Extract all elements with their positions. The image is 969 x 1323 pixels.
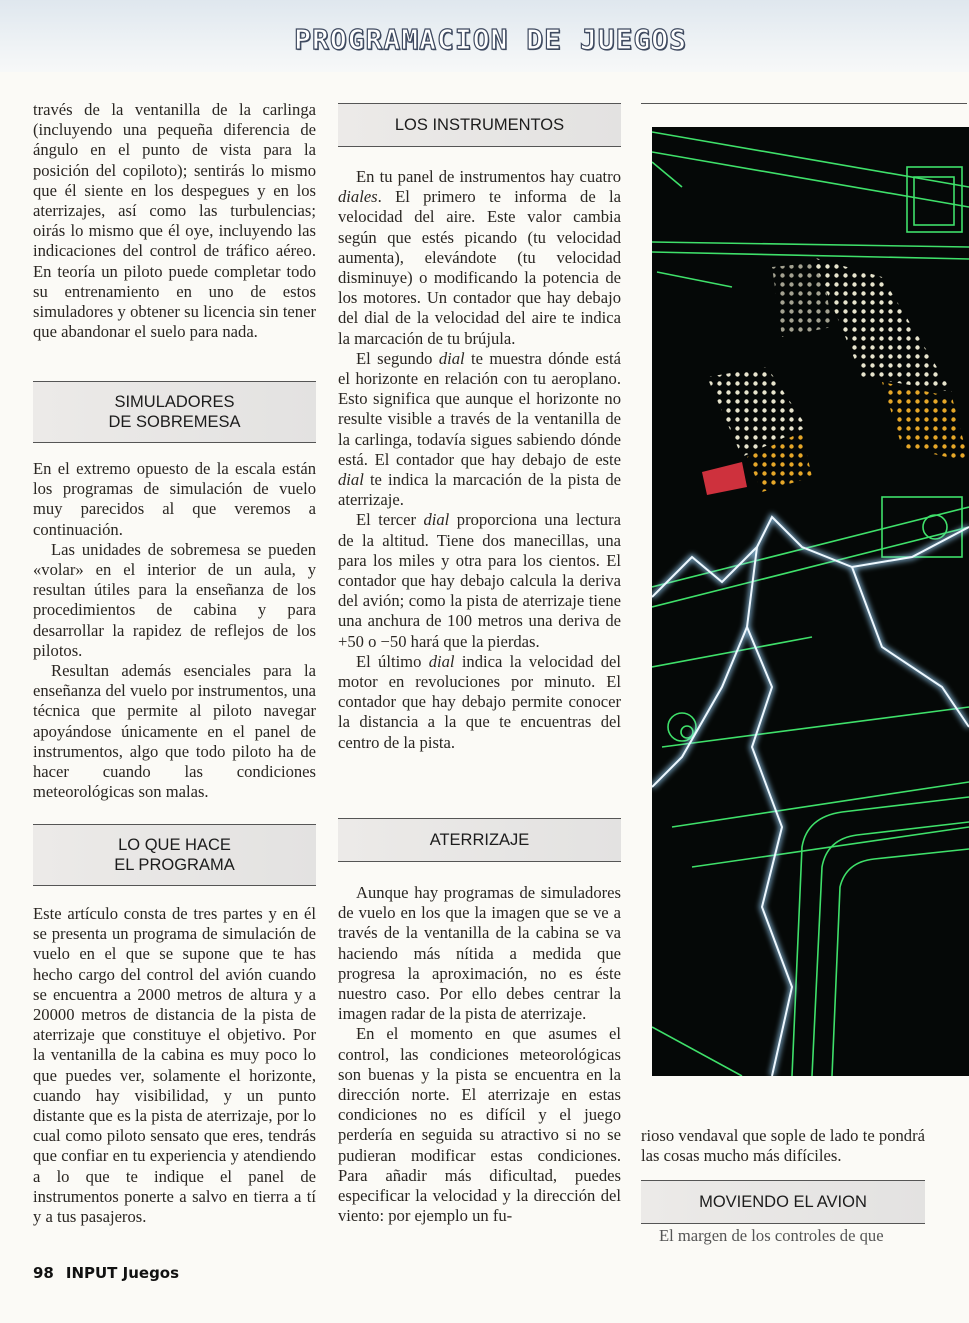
paragraph: Resultan además esenciales para la enseñanza del vuelo por instrumentos, una técnica que permite al piloto navegar apoyándose únicamente en el panel de instrumentos, algo que todo piloto ha de hacer cuando las condiciones meteorológicas son malas. — [33, 661, 316, 802]
paragraph: El tercer dial proporciona una lectura de la altitud. Tiene dos manecillas, una para los miles y otra para los cientos. El contador que hay debajo calcula la deriva del avión; como la pista de aterrizaje tiene una anchura de 100 metros una deriva de +50 o −50 hará que la pierdas. — [338, 510, 621, 651]
heading-text: SIMULADORES DE SOBREMESA — [108, 393, 241, 431]
section-aterrizaje-body — [338, 883, 621, 1226]
paragraph: El segundo dial te muestra dónde está el horizonte en relación con tu aeroplano. Esto significa que aunque el horizonte no resulte visible a través de la ventanilla de la carlinga, todavía sigues sabiendo dónde está. El contador que hay debajo de este dial te indica la marcación de la pista de aterrizaje. — [338, 348, 621, 510]
paragraph: En el extremo opuesto de la escala están los programas de simulación de vuelo muy parecidos al que veremos a continuación. — [33, 459, 316, 539]
paragraph: El último dial indica la velocidad del motor en revoluciones por minuto. El contador que hay debajo permite conocer la distancia a la que te encuentras del centro de la pista. — [338, 651, 622, 752]
section-title: PROGRAMACION DE JUEGOS — [294, 22, 687, 56]
section-heading — [338, 818, 621, 862]
top-rule — [641, 103, 967, 104]
section-programa-body — [33, 904, 316, 1227]
section-instrumentos-body — [338, 167, 621, 753]
column-right-continuation — [641, 1126, 925, 1166]
heading-box-simuladores — [33, 381, 316, 443]
page-header-banner — [0, 0, 969, 72]
heading-text: ATERRIZAJE — [429, 831, 530, 849]
cockpit-illustration — [652, 127, 969, 1076]
paragraph: rioso vendaval que sople de lado te pondrá las cosas mucho más difíciles. — [641, 1126, 925, 1166]
page-footer — [33, 1264, 179, 1282]
heading-text: LO QUE HACE EL PROGRAMA — [114, 836, 235, 874]
page-number: 98 — [33, 1264, 54, 1282]
heading-box-instrumentos — [338, 103, 621, 147]
paragraph: Las unidades de sobremesa se pueden «volar» en el interior de un aula, y resultan útiles para la enseñanza de los procedimientos de cabina y para desarrollar la rapidez de reflejos de los pilotos. — [33, 539, 316, 660]
heading-text: LOS INSTRUMENTOS — [394, 116, 565, 134]
section-heading — [33, 824, 316, 886]
cockpit-runway-lightning-illustration-icon — [652, 127, 969, 1076]
heading-box-programa — [33, 824, 316, 886]
heading-box-moviendo — [641, 1180, 925, 1224]
paragraph: En el momento en que asumes el control, las condiciones meteorológicas son buenas y la pista se encuentra en la dirección norte. El aterrizaje en estas condiciones no es difícil y el juego perdería en seguida su atractivo si no se pudieran modificar estas condiciones. Para añadir más dificultad, puedes especificar la velocidad y la dirección del viento: por ejemplo un fu- — [338, 1024, 621, 1226]
section-heading — [33, 381, 316, 443]
section-heading — [641, 1180, 925, 1224]
paragraph: Este artículo consta de tres partes y en él se presenta un programa de simulación de vuelo en el que se supone que te has hecho cargo del control del avión cuando se encuentra a 2000 metros de altura y a 20000 metros de distancia de la pista de aterrizaje que constituye el objetivo. Por la ventanilla de la cabina es muy poco lo que puedes ver, solamente el horizonte, cuando hay visibilidad, y un punto distante que es la pista de aterrizaje, por lo cual como piloto sensato que eres, tendrás que confiar en tu experiencia y atendiendo a lo que te indique el panel de instrumentos ponerte a salvo en tierra a tí y a tus pasajeros. — [33, 904, 316, 1227]
section-heading — [338, 103, 621, 147]
column-left — [33, 100, 316, 342]
paragraph: En tu panel de instrumentos hay cuatro diales. El primero te informa de la velocidad del aire. Este valor cambia según que estés picando (tu velocidad aumenta), elevándote (tu velocidad disminuye) o modificando la potencia de los motores. Un contador que hay debajo del dial de la velocidad del aire te indica la marcación de tu brújula. — [338, 167, 621, 348]
publication-name: INPUT Juegos — [65, 1264, 180, 1282]
intro-paragraph: través de la ventanilla de la carlinga (incluyendo una pequeña diferencia de ángulo en el punto de vista para la posición del copiloto); sentirás lo mismo que él siente en los despegues y en los aterrizajes, así como las turbulencias; oirás lo mismo que él oye, incluyendo las indicaciones del control de tráfico aéreo. En teoría un piloto puede completar todo su entrenamiento en uno de estos simuladores y obtener su licencia sin tener que abandonar el suelo para nada. — [33, 100, 316, 342]
paragraph: El margen de los controles de que — [659, 1226, 884, 1245]
section-moviendo-body — [641, 1226, 925, 1246]
heading-text: MOVIENDO EL AVION — [699, 1193, 867, 1211]
paragraph: Aunque hay programas de simuladores de vuelo en los que la imagen que se ve a través de la ventanilla de la cabina se va haciendo más nítida a medida que progresa la aproximación, no es éste nuestro caso. Por ello debes centrar la imagen radar de la pista de aterrizaje. — [338, 883, 621, 1024]
heading-box-aterrizaje — [338, 818, 621, 862]
section-simuladores-body — [33, 459, 316, 802]
